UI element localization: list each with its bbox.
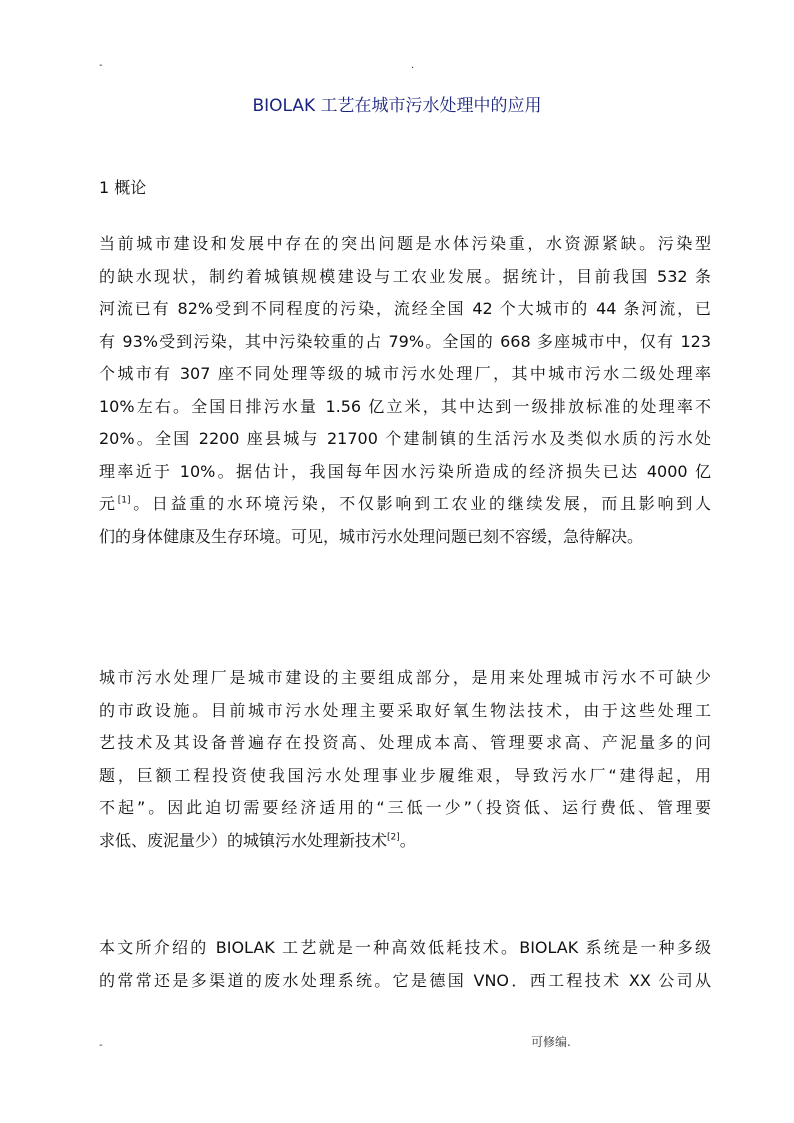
paragraph-overview [99,228,711,553]
text-line: 有 93%受到污染，其中污染较重的占 79%。全国的 668 多座城市中，仅有 123 [99,331,711,351]
text-line: 本文所介绍的 BIOLAK 工艺就是一种高效低耗技术。BIOLAK 系统是一种多级 [99,938,711,957]
section-heading: 1 概论 [99,178,147,197]
citation-ref: [1] [117,495,131,506]
footer-note: 可修编. [531,1035,571,1049]
text-line: 当前城市建设和发展中存在的突出问题是水体污染重，水资源紧缺。污染型 [99,234,711,253]
citation-ref: [2] [387,832,400,843]
paragraph-biolak-intro [99,932,711,997]
page-corner-mark: - [99,60,103,71]
page-corner-mark-bottom: - [99,1040,103,1051]
document-title: BIOLAK 工艺在城市污水处理中的应用 [252,96,542,116]
text-line: 个城市有 307 座不同处理等级的城市污水处理厂，其中城市污水二级处理率 [99,364,711,383]
text-segment: 求低、废泥量少）的城镇污水处理新技术 [99,830,388,850]
text-line: 10%左右。全国日排污水量 1.56 亿立米，其中达到一级排放标准的处理率不 [99,396,711,416]
text-segment: 。日益重的水环境污染，不仅影响到工农业的继续发展，而且影响到人 [130,494,711,513]
text-line: 们的身体健康及生存环境。可见，城市污水处理问题已刻不容缓，急待解决。 [99,526,644,546]
text-line: 艺技术及其设备普遍存在投资高、处理成本高、管理要求高、产泥量多的问 [99,733,711,752]
text-line: 20%。全国 2200 座县城与 21700 个建制镇的生活污水及类似水质的污水处 [99,429,711,448]
text-line: 不起”。因此迫切需要经济适用的“三低一少”（投资低、运行费低、管理要 [99,798,711,817]
text-line: 理率近于 10%。据估计，我国每年因水污染所造成的经济损失已达 4000 亿 [99,461,711,481]
text-segment: 。 [399,830,416,850]
paragraph-treatment-plants [99,662,711,857]
text-line: 的市政设施。目前城市污水处理主要采取好氧生物法技术，由于这些处理工 [99,700,711,720]
text-line: 的缺水现状，制约着城镇规模建设与工农业发展。据统计，目前我国 532 条 [99,266,711,286]
page-top-dot: . [411,60,415,71]
text-line-with-citation [99,825,711,858]
text-line: 题，巨额工程投资使我国污水处理事业步履维艰，导致污水厂“建得起，用 [99,765,711,785]
text-line-with-citation [99,488,711,521]
text-line: 城市污水处理厂是城市建设的主要组成部分，是用来处理城市污水不可缺少 [99,668,711,687]
text-segment: 元 [99,494,118,513]
text-line: 河流已有 82%受到不同程度的污染，流经全国 42 个大城市的 44 条河流，已 [99,299,711,318]
text-line: 的常常还是多渠道的废水处理系统。它是德国 VNO．西工程技术 XX 公司从 [99,970,711,990]
